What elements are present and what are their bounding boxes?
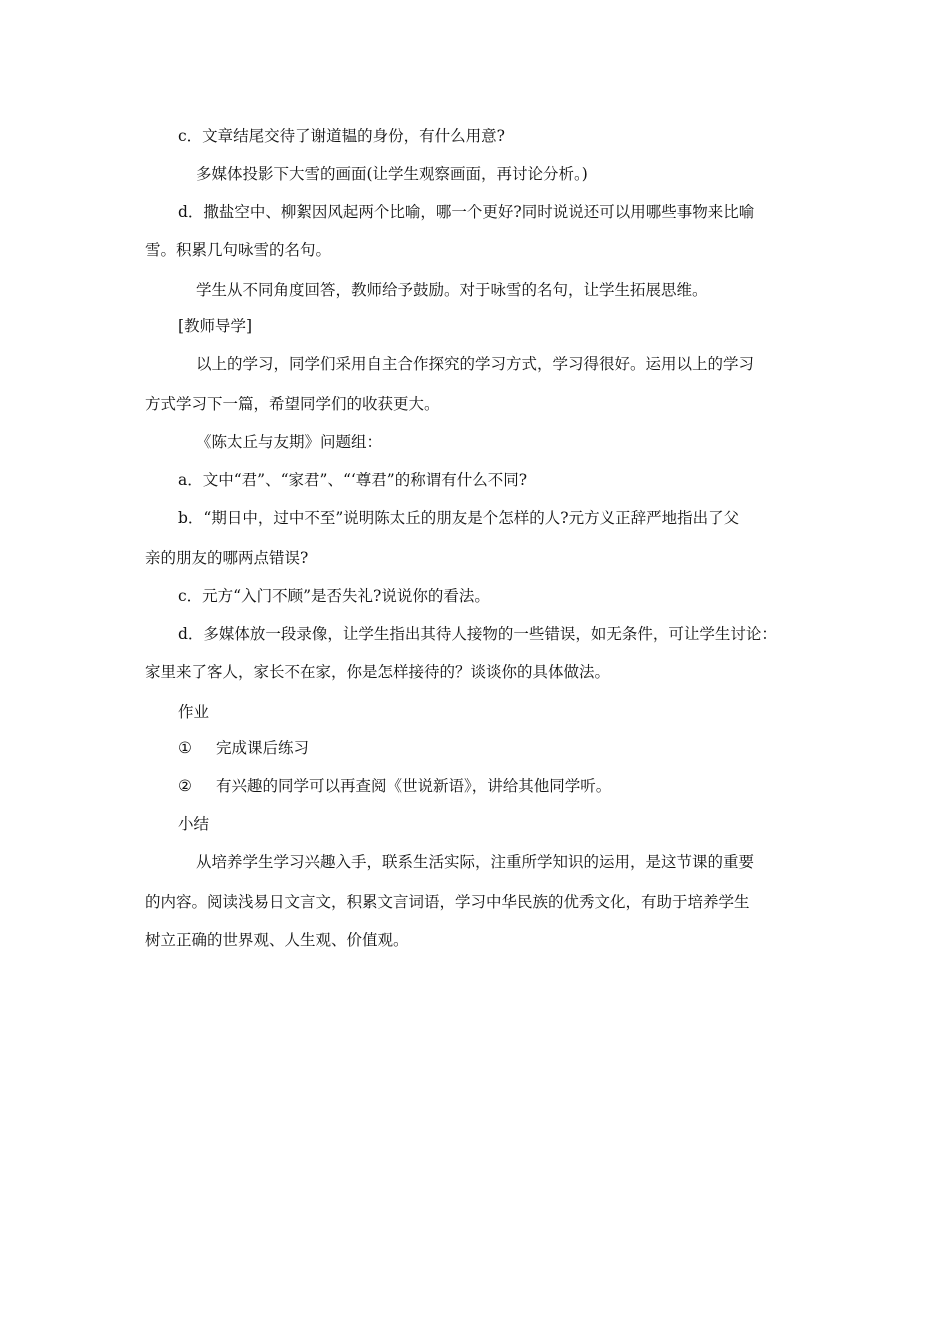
group-question-d-line-1: d．多媒体放一段录像，让学生指出其待人接物的一些错误，如无条件，可让学生讨论： — [178, 625, 777, 643]
group-question-a: a．文中“君”、“家君”、“‘尊君”的称谓有什么不同? — [178, 471, 528, 489]
summary-line-3: 树立正确的世界观、人生观、价值观。 — [145, 931, 409, 949]
student-answer-line: 学生从不同角度回答，教师给予鼓励。对于咏雪的名句，让学生拓展思维。 — [196, 281, 708, 299]
summary-line-2: 的内容。阅读浅易日文言文，积累文言词语，学习中华民族的优秀文化，有助于培养学生 — [145, 893, 750, 911]
summary-line-1: 从培养学生学习兴趣入手，联系生活实际，注重所学知识的运用，是这节课的重要 — [196, 853, 755, 871]
homework-marker-1: ① — [178, 739, 192, 757]
guide-paragraph-line-1: 以上的学习，同学们采用自主合作探究的学习方式，学习得很好。运用以上的学习 — [196, 355, 755, 373]
summary-heading: 小结 — [178, 815, 210, 833]
question-d-line-2: 雪。积累几句咏雪的名句。 — [145, 241, 332, 259]
group-question-b-line-2: 亲的朋友的哪两点错误? — [145, 549, 309, 567]
group-question-b-line-1: b．“期日中，过中不至”说明陈太丘的朋友是个怎样的人?元方义正辞严地指出了父 — [178, 509, 740, 527]
question-c-line: c．文章结尾交待了谢道韫的身份，有什么用意? — [178, 127, 505, 145]
group-question-d-line-2: 家里来了客人，家长不在家，你是怎样接待的？谈谈你的具体做法。 — [145, 663, 611, 681]
homework-item-2 — [178, 776, 611, 796]
homework-marker-2: ② — [178, 777, 192, 795]
question-d-line-1: d．撒盐空中、柳絮因风起两个比喻，哪一个更好?同时说说还可以用哪些事物来比喻 — [178, 203, 755, 221]
homework-item-1 — [178, 738, 309, 758]
guide-paragraph-line-2: 方式学习下一篇，希望同学们的收获更大。 — [145, 395, 440, 413]
teacher-guide-heading: [教师导学] — [178, 317, 253, 335]
homework-text-2: 有兴趣的同学可以再查阅《世说新语》，讲给其他同学听。 — [216, 777, 612, 795]
question-group-title: 《陈太丘与友期》问题组： — [196, 433, 383, 451]
group-question-c: c．元方“入门不顾”是否失礼?说说你的看法。 — [178, 587, 490, 605]
multimedia-note-line: 多媒体投影下大雪的画面(让学生观察画面，再讨论分析。) — [196, 165, 588, 183]
homework-text-1: 完成课后练习 — [216, 739, 310, 757]
homework-heading: 作业 — [178, 703, 210, 721]
